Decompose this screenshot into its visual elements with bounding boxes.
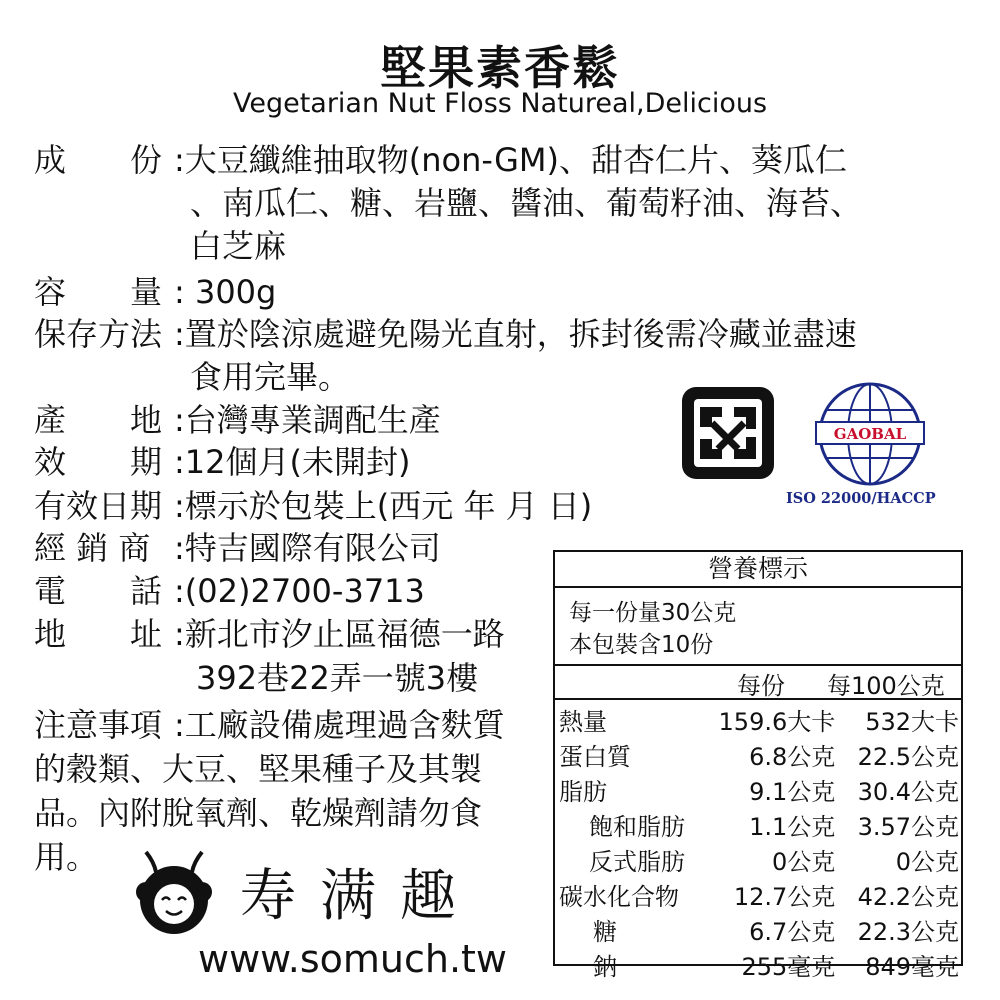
address-line-1: :新北市汐止區福德一路 [174, 615, 505, 653]
nutrition-table [559, 702, 959, 982]
nutrient-per-serving: 255毫克 [741, 953, 836, 981]
notice-line-4: 用。 [34, 838, 99, 876]
nutrient-per-serving: 6.8公克 [749, 743, 836, 771]
capacity-value: : 300g [174, 273, 277, 311]
nutrition-row [559, 737, 959, 772]
storage-line-2: 食用完畢。 [190, 358, 351, 396]
nutrient-name: 糖 [593, 918, 617, 946]
nutrition-title: 營養標示 [555, 552, 961, 588]
nutrient-per-serving: 12.7公克 [733, 883, 836, 911]
gaobal-label: GAOBAL [833, 425, 907, 443]
notice-line-3: 品。內附脫氧劑、乾燥劑請勿食 [34, 794, 483, 832]
gaobal-globe-icon [810, 380, 930, 488]
nutrition-facts-panel [553, 550, 963, 981]
ingredients-line-2: 、南瓜仁、糖、岩鹽、醬油、葡萄籽油、海苔、 [190, 184, 863, 222]
nutrient-per-100g: 532大卡 [865, 708, 959, 736]
serving-size: 每一份量30公克 [569, 600, 737, 626]
notice-line-2: 的穀類、大豆、堅果種子及其製 [34, 750, 483, 788]
nutrient-per-100g: 0公克 [895, 848, 959, 876]
nutrient-per-serving: 159.6大卡 [718, 708, 836, 736]
recycle-icon [678, 383, 778, 483]
nutrient-per-100g: 42.2公克 [857, 883, 959, 911]
origin-label: 產 地 [34, 401, 163, 439]
nutrition-row [559, 702, 959, 737]
storage-line-1: :置於陰涼處避免陽光直射，拆封後需冷藏並盡速 [174, 315, 857, 353]
nutrient-per-serving: 0公克 [771, 848, 836, 876]
phone-value: :(02)2700-3713 [174, 572, 425, 610]
brand-name: 寿满趣 [240, 864, 480, 929]
nutrient-name: 反式脂肪 [589, 848, 685, 876]
ingredients-line-3: 白芝麻 [190, 227, 287, 265]
ingredients-line-1: :大豆纖維抽取物(non-GM)、甜杏仁片、葵瓜仁 [174, 141, 848, 179]
nutrient-name: 熱量 [559, 708, 607, 736]
distributor-value: :特吉國際有限公司 [174, 529, 441, 567]
website-url[interactable]: www.somuch.tw [198, 937, 508, 981]
capacity-label: 容 量 [34, 273, 163, 311]
expiry-value: :標示於包裝上(西元 年 月 日) [174, 487, 593, 525]
phone-label: 電 話 [34, 572, 163, 610]
notice-label: 注意事項 [34, 706, 163, 744]
address-line-2: 392巷22弄一號3樓 [196, 659, 479, 697]
nutrient-per-serving: 9.1公克 [749, 778, 836, 806]
expiry-label: 有效日期 [34, 487, 163, 525]
nutrient-per-100g: 3.57公克 [857, 813, 959, 841]
product-title: 堅果素香鬆 [380, 41, 620, 95]
nutrient-per-100g: 30.4公克 [857, 778, 959, 806]
nutrient-per-100g: 22.5公克 [857, 743, 959, 771]
origin-value: :台灣專業調配生產 [174, 401, 441, 439]
nutrient-name: 蛋白質 [559, 743, 631, 771]
nutrient-per-serving: 1.1公克 [749, 813, 836, 841]
divider [555, 698, 961, 700]
shelf-life-label: 效 期 [34, 443, 163, 481]
address-label: 地 址 [34, 615, 163, 653]
servings-per-package: 本包裝含10份 [569, 632, 714, 658]
nutrient-per-100g: 22.3公克 [857, 918, 959, 946]
nutrition-row [559, 772, 959, 807]
column-header-per-serving: 每份 [737, 672, 785, 700]
nutrient-name: 鈉 [593, 953, 617, 981]
ingredients-label: 成 份 [34, 141, 163, 179]
nutrient-per-100g: 849毫克 [865, 953, 959, 981]
sheep-mascot-icon [132, 848, 216, 936]
column-header-per-100g: 每100公克 [827, 672, 945, 700]
nutrition-row [559, 912, 959, 947]
storage-label: 保存方法 [34, 315, 163, 353]
nutrient-per-serving: 6.7公克 [749, 918, 836, 946]
nutrition-row [559, 842, 959, 877]
nutrient-name: 碳水化合物 [559, 883, 679, 911]
nutrition-row [559, 807, 959, 842]
nutrient-name: 飽和脂肪 [589, 813, 685, 841]
iso-certification-label: ISO 22000/HACCP [786, 490, 936, 507]
nutrition-row [559, 877, 959, 912]
product-title-english: Vegetarian Nut Floss Natureal,Delicious [232, 88, 768, 119]
nutrition-row [559, 947, 959, 982]
shelf-life-value: :12個月(未開封) [174, 443, 411, 481]
distributor-label: 經 銷 商 [34, 529, 151, 567]
nutrient-name: 脂肪 [559, 778, 607, 806]
notice-line-1: :工廠設備處理過含麩質 [174, 706, 505, 744]
